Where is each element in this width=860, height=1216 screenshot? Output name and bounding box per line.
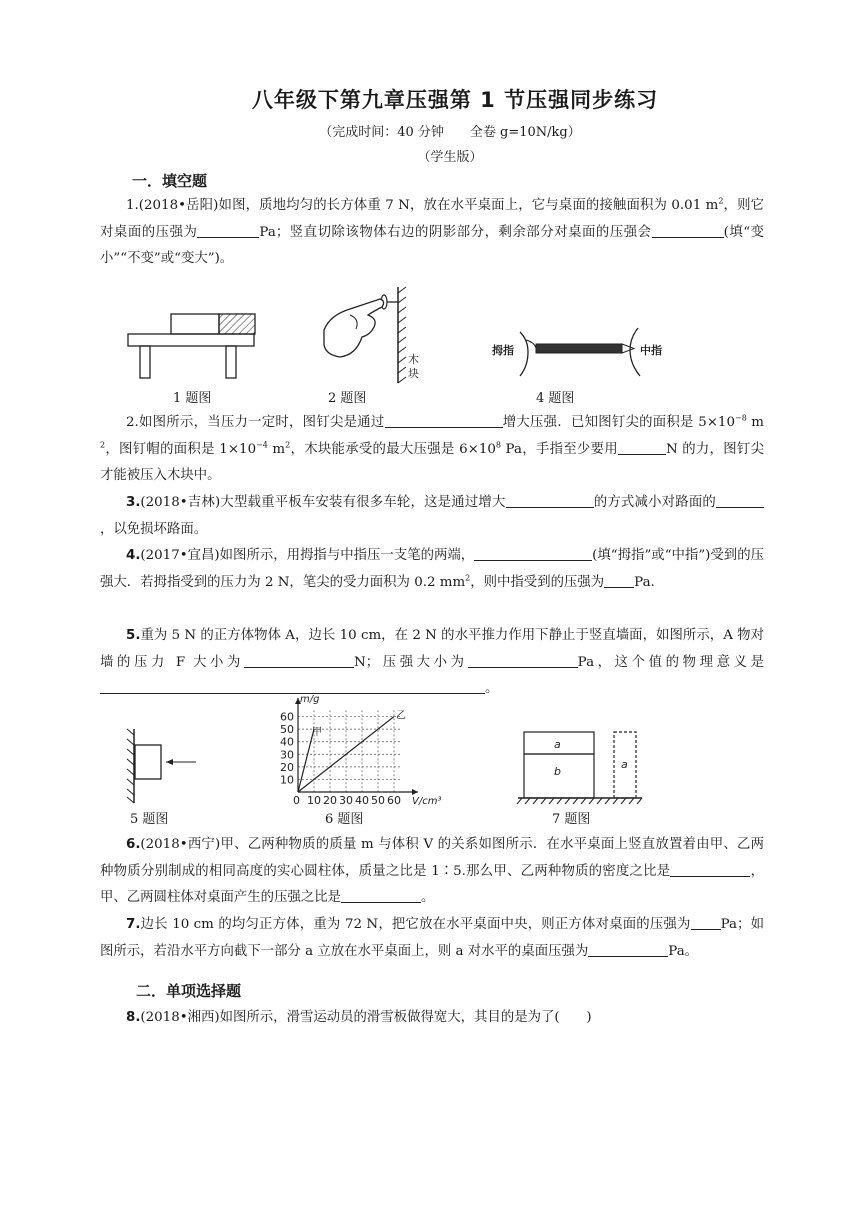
figure-6-mass-volume-chart bbox=[270, 694, 442, 807]
answer-blank[interactable] bbox=[468, 652, 578, 668]
answer-blank[interactable] bbox=[604, 572, 634, 588]
question-3: 3.(2018•吉林)大型载重平板车安装有很多车轮，这是通过增大 的方式减小对路面的，以免损坏路面。 bbox=[100, 490, 764, 543]
x-axis-label: V/cm³ bbox=[412, 796, 442, 807]
y-tick-label: 50 bbox=[280, 723, 294, 737]
answer-blank[interactable] bbox=[385, 412, 503, 428]
figure-7-caption: 7 题图 bbox=[552, 812, 591, 827]
question-5: 5.重为 5 N 的正方体物体 A，边长 10 cm，在 2 N 的水平推力作用下静止于竖直墙面，如图所示，A 物对墙的压力 F 大小为 N；压强大小为 Pa，这个值的物理意义是。 bbox=[100, 628, 765, 696]
figure-1-block-on-table bbox=[126, 312, 256, 382]
answer-blank[interactable] bbox=[474, 545, 592, 561]
question-8: 8.(2018•湘西)如图所示，滑雪运动员的滑雪板做得宽大，其目的是为了( ) bbox=[126, 1010, 592, 1025]
answer-blank[interactable] bbox=[100, 678, 485, 694]
fig4-thumb-label: 拇指 bbox=[492, 344, 514, 357]
figure-7-cube-cut bbox=[516, 728, 644, 804]
svg-text:块: 块 bbox=[408, 367, 419, 380]
x-axis-arrow bbox=[412, 789, 418, 795]
answer-blank[interactable] bbox=[670, 861, 750, 877]
figure-5-caption: 5 题图 bbox=[130, 812, 169, 827]
fig7-a-label: a bbox=[554, 738, 561, 751]
y-axis-label: m/g bbox=[300, 694, 320, 705]
question-4: 4.(2017•宜昌)如图所示，用拇指与中指压一支笔的两端， (填“拇指”或“中指”)受到的压强大．若拇指受到的压力为 2 N，笔尖的受力面积为 0.2 $mm^2$，则中指受到的压强为 Pa. bbox=[100, 543, 764, 596]
x-tick-label: 50 bbox=[371, 794, 385, 807]
y-tick-label: 60 bbox=[280, 710, 294, 724]
y-tick-label: 40 bbox=[280, 735, 294, 749]
answer-blank[interactable] bbox=[197, 222, 259, 238]
question-1: 1.(2018•岳阳)如图，质地均匀的长方体重 7 N，放在水平桌面上，它与桌面的接触面积为 0.01 $m^2$，则它对桌面的压强为 Pa；竖直切除该物体右边的阴影部分，剩余部分对桌面的压强会 (填“变小”“不变”或“变大”)。 bbox=[100, 196, 765, 266]
x-tick-label: 20 bbox=[323, 794, 337, 807]
answer-blank[interactable] bbox=[716, 492, 764, 508]
x-tick-label: 30 bbox=[339, 794, 353, 807]
figure-6-caption: 6 题图 bbox=[325, 812, 364, 827]
answer-blank[interactable] bbox=[506, 492, 594, 508]
figure-1-caption: 1 题图 bbox=[173, 391, 212, 406]
x-tick-label: 60 bbox=[387, 794, 401, 807]
figure-4-pen-between-fingers bbox=[490, 318, 670, 382]
svg-text:木: 木 bbox=[408, 353, 419, 366]
answer-blank[interactable] bbox=[652, 222, 724, 238]
figure-2-caption: 2 题图 bbox=[328, 391, 367, 406]
figure-5-block-pushed-to-wall bbox=[126, 727, 206, 805]
page-title: 八年级下第九章压强第 1 节压强同步练习 bbox=[251, 88, 659, 112]
series-line-jia bbox=[298, 729, 314, 792]
answer-blank[interactable] bbox=[618, 439, 666, 455]
figure-2-thumb-pressing-pin bbox=[316, 285, 426, 385]
figure-4-caption: 4 题图 bbox=[536, 391, 575, 406]
edition-label: （学生版） bbox=[417, 150, 483, 165]
section-fill-heading: 一．填空题 bbox=[132, 172, 208, 190]
exam-meta: （完成时间：40 分钟 全卷 g=10N/kg） bbox=[319, 125, 581, 140]
question-2: 2.如图所示，当压力一定时，图钉尖是通过 增大压强．已知图钉尖的面积是 $5\times 10^{-8}$ $m^2$，图钉帽的面积是 $1\times 10^{-4}$ $m^2$，木块能承受的最大压强是 $6\times 10^8$ Pa，手指至少要用 N 的力，图钉尖才能被压入木块中。 bbox=[100, 413, 764, 483]
series-label-yi: 乙 bbox=[396, 710, 406, 722]
fig7-a2-label: a bbox=[621, 758, 628, 771]
section-choice-heading: 二．单项选择题 bbox=[136, 982, 242, 1000]
question-6: 6.(2018•西宁)甲、乙两种物质的质量 m 与体积 V 的关系如图所示．在水平桌面上竖直放置着由甲、乙两种物质分别制成的相同高度的实心圆柱体，质量之比是 1∶5.那么甲、乙两种物质的密度之比是 ，甲、乙两圆柱体对桌面产生的压强之比是 。 bbox=[100, 837, 764, 905]
fig7-b-label: b bbox=[554, 765, 561, 778]
y-tick-label: 30 bbox=[280, 748, 294, 762]
question-7: 7.边长 10 cm 的均匀正方体，重为 72 N，把它放在水平桌面中央，则正方体对桌面的压强为 Pa；如图所示，若沿水平方向截下一部分 a 立放在水平桌面上，则 a 对水平的桌面压强为 Pa。 bbox=[100, 912, 764, 965]
series-label-jia: 甲 bbox=[312, 727, 322, 739]
y-tick-label: 20 bbox=[280, 760, 294, 774]
answer-blank[interactable] bbox=[341, 887, 421, 903]
y-tick-label: 10 bbox=[280, 773, 294, 787]
origin-label: 0 bbox=[293, 794, 300, 807]
answer-blank[interactable] bbox=[691, 914, 721, 930]
answer-blank[interactable] bbox=[244, 652, 354, 668]
x-tick-label: 10 bbox=[307, 794, 321, 807]
answer-blank[interactable] bbox=[588, 941, 668, 957]
fig4-middle-label: 中指 bbox=[640, 344, 662, 357]
x-tick-label: 40 bbox=[355, 794, 369, 807]
